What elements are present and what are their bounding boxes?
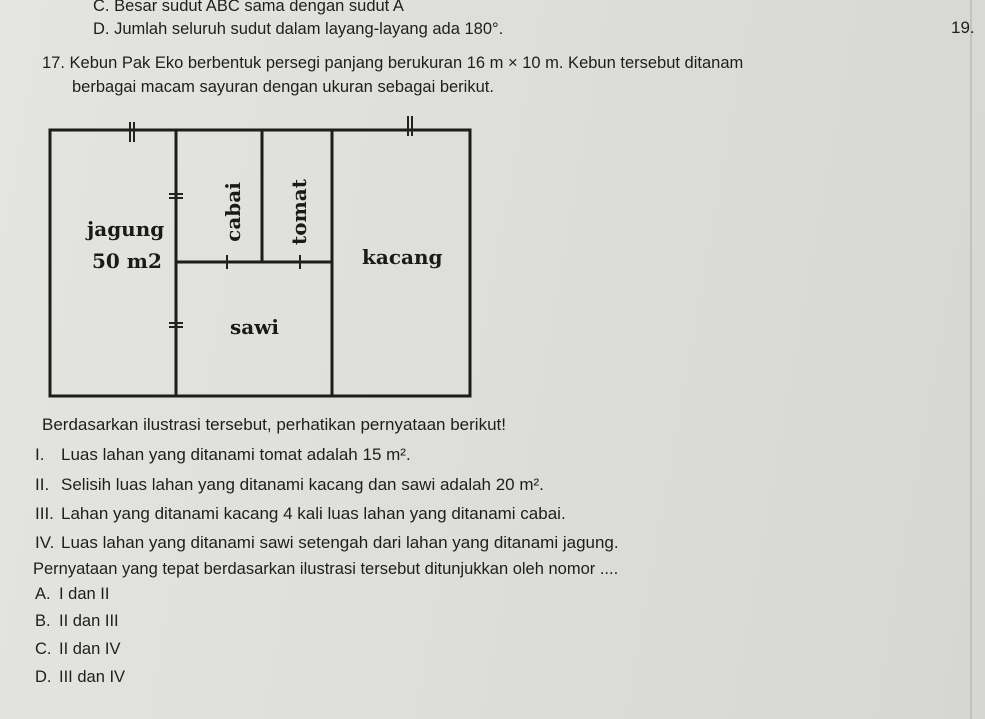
prev-option-d-value: 180°. xyxy=(464,20,504,38)
equal-length-marks xyxy=(130,116,412,327)
option-text: II dan III xyxy=(59,612,119,630)
statement-2 xyxy=(35,475,544,495)
label-jagung-area: 50 m2 xyxy=(92,249,162,273)
option-text: II dan IV xyxy=(59,640,121,658)
statement-number: I. xyxy=(35,445,45,464)
option-letter: D. xyxy=(35,668,52,686)
prev-option-d xyxy=(93,20,503,39)
statement-text: Luas lahan yang ditanami sawi setengah dari lahan yang ditanami jagung. xyxy=(61,533,619,552)
option-c[interactable] xyxy=(35,640,120,659)
statement-number: II. xyxy=(35,475,50,494)
statement-4 xyxy=(35,533,619,553)
question-line-1 xyxy=(42,54,743,73)
prev-option-d-text: D. Jumlah seluruh sudut dalam layang-layang ada xyxy=(93,20,460,38)
prev-option-c: C. Besar sudut ABC sama dengan sudut A xyxy=(93,0,404,15)
instruction-text: Berdasarkan ilustrasi tersebut, perhatikan pernyataan berikut! xyxy=(42,415,506,434)
question-number: 17. xyxy=(42,54,65,72)
statement-text: Selisih luas lahan yang ditanami kacang dan sawi adalah 20 m². xyxy=(61,475,544,494)
statement-1 xyxy=(35,445,411,465)
page-edge xyxy=(970,0,972,719)
question-line-2: berbagai macam sayuran dengan ukuran sebagai berikut. xyxy=(72,78,494,96)
next-question-number: 19. xyxy=(951,18,975,37)
label-kacang: kacang xyxy=(362,245,443,269)
label-jagung: jagung xyxy=(87,217,165,241)
statement-number: III. xyxy=(35,504,54,523)
answer-prompt: Pernyataan yang tepat berdasarkan ilustrasi tersebut ditunjukkan oleh nomor .... xyxy=(33,560,619,578)
statement-text: Lahan yang ditanami kacang 4 kali luas lahan yang ditanami cabai. xyxy=(61,504,566,523)
option-d[interactable] xyxy=(35,668,125,687)
option-text: I dan II xyxy=(59,585,110,603)
option-letter: B. xyxy=(35,612,51,630)
label-tomat: tomat xyxy=(287,179,311,245)
option-letter: A. xyxy=(35,585,51,603)
option-b[interactable] xyxy=(35,612,119,631)
garden-diagram xyxy=(42,112,482,404)
question-text: Kebun Pak Eko berbentuk persegi panjang berukuran 16 m × 10 m. Kebun tersebut ditanam xyxy=(69,54,744,72)
statement-number: IV. xyxy=(35,533,55,552)
option-letter: C. xyxy=(35,640,52,658)
option-text: III dan IV xyxy=(59,668,126,686)
option-a[interactable] xyxy=(35,585,109,604)
label-sawi: sawi xyxy=(230,315,280,339)
statement-text: Luas lahan yang ditanami tomat adalah 15 m². xyxy=(61,445,411,464)
statement-3 xyxy=(35,504,566,524)
label-cabai: cabai xyxy=(221,182,245,242)
